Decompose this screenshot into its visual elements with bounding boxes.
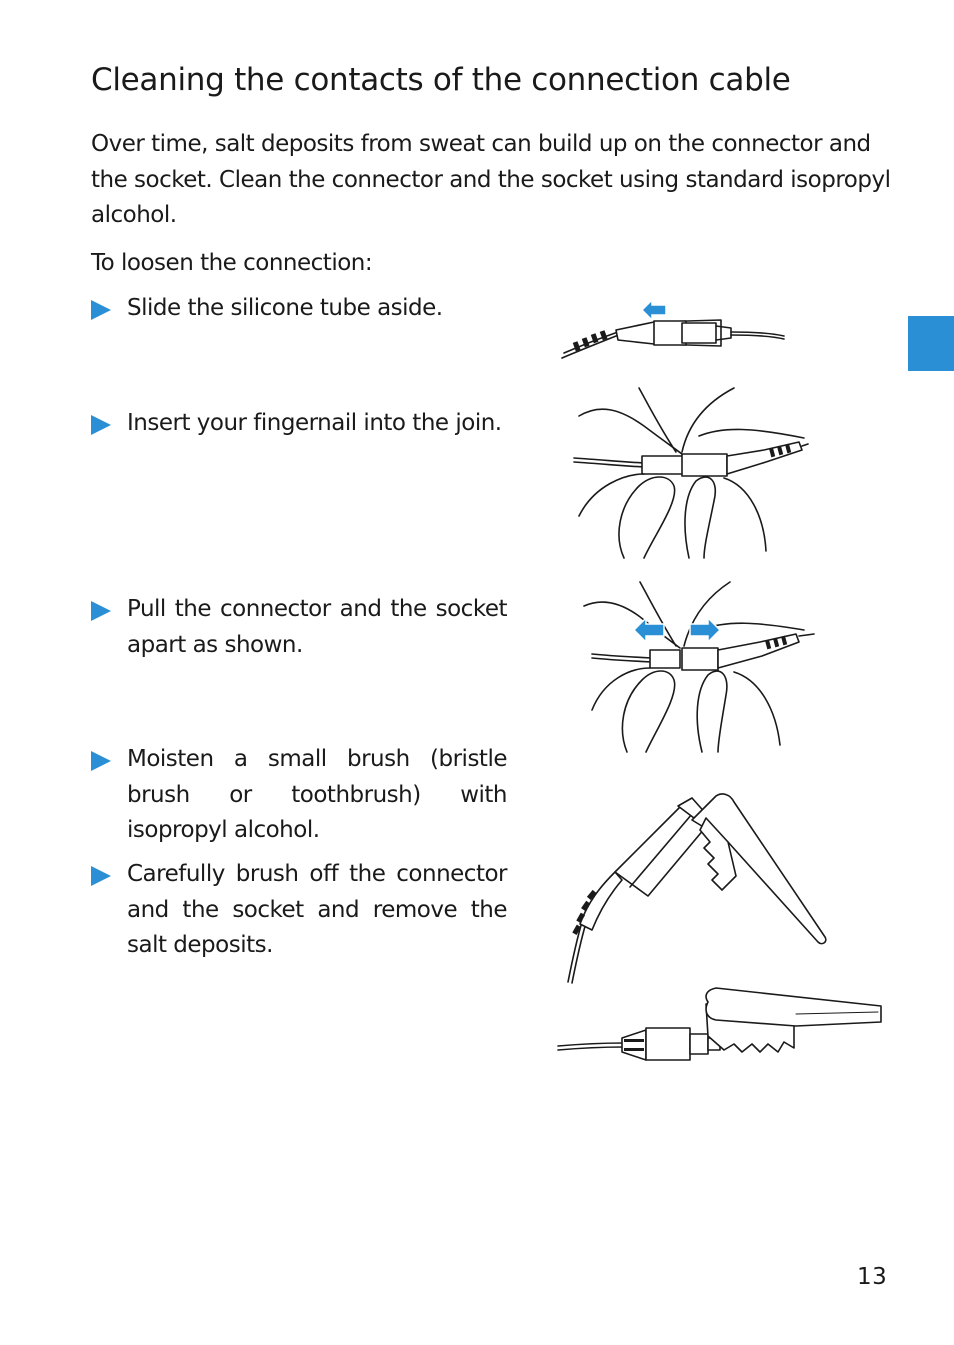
bullet-arrow-icon	[91, 751, 111, 771]
illustration-slide-tube	[556, 296, 791, 366]
step-text: Pull the connector and the socket apart as shown.	[127, 596, 507, 658]
step-text: Insert your fingernail into the join.	[127, 410, 502, 436]
intro-paragraph: Over time, salt deposits from sweat can build up on the connector and the socket. Clean the connector and the socket using standard isopropyl alcohol.	[91, 131, 891, 228]
loosen-heading: To loosen the connection:	[91, 250, 373, 276]
step-1	[91, 291, 507, 327]
illustration-pull-apart	[582, 580, 817, 755]
bullet-arrow-icon	[91, 866, 111, 886]
step-2	[91, 406, 507, 442]
bullet-arrow-icon	[91, 601, 111, 621]
bullet-arrow-icon	[91, 415, 111, 435]
illustration-brush-connector	[560, 792, 840, 987]
step-text: Carefully brush off the connector and the socket and remove the salt deposits.	[127, 861, 507, 958]
chapter-tab-marker	[908, 316, 954, 371]
page-number: 13	[857, 1264, 888, 1290]
step-3	[91, 592, 507, 663]
page-title: Cleaning the contacts of the connection cable	[91, 62, 791, 98]
step-text: Moisten a small brush (bristle brush or toothbrush) with isopropyl alcohol.	[127, 746, 507, 843]
bullet-arrow-icon	[91, 300, 111, 320]
illustration-fingernail-join	[574, 386, 809, 561]
step-text: Slide the silicone tube aside.	[127, 295, 443, 321]
illustration-brush-socket	[556, 986, 886, 1066]
step-4	[91, 742, 507, 849]
step-5	[91, 857, 507, 964]
